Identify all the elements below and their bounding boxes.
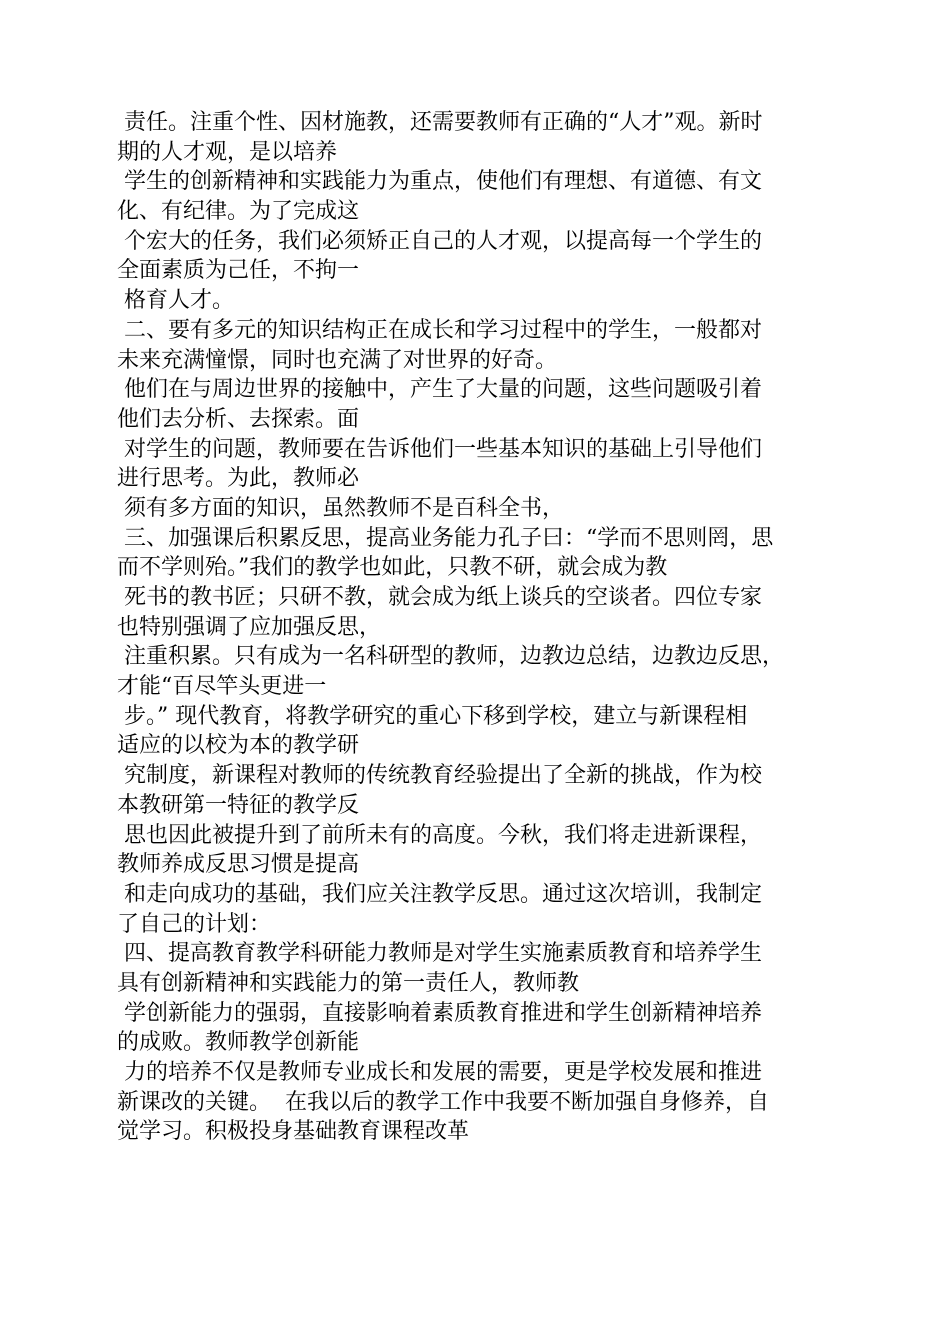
- text-line: 本教研第一特征的教学反: [117, 792, 360, 818]
- text-line: 新课改的关键。 在我以后的教学工作中我要不断加强自身修养，自: [117, 1089, 769, 1115]
- text-line: 期的人才观，是以培养: [117, 139, 338, 165]
- text-line: 他们去分析、去探索。面: [117, 406, 360, 432]
- text-line: 进行思考。为此，教师必: [117, 466, 360, 492]
- body-text: [117, 108, 857, 1147]
- text-line: 学创新能力的强弱，直接影响着素质教育推进和学生创新精神培养: [117, 1000, 762, 1026]
- text-line: 四、提高教育教学科研能力教师是对学生实施素质教育和培养学生: [117, 941, 762, 967]
- text-line: 个宏大的任务，我们必须矫正自己的人才观，以提高每一个学生的: [117, 228, 762, 254]
- text-line: 未来充满憧憬，同时也充满了对世界的好奇。: [117, 347, 558, 373]
- text-line: 觉学习。积极投身基础教育课程改革: [117, 1119, 470, 1145]
- text-line: 二、要有多元的知识结构正在成长和学习过程中的学生，一般都对: [117, 317, 762, 343]
- text-line: 才能“百尽竿头更进一: [117, 674, 327, 700]
- text-line: 力的培养不仅是教师专业成长和发展的需要，更是学校发展和推进: [117, 1060, 762, 1085]
- text-line: 注重积累。只有成为一名科研型的教师，边教边总结，边教边反思，: [117, 644, 784, 670]
- text-line: 死书的教书匠；只研不教，就会成为纸上谈兵的空谈者。四位专家: [117, 585, 762, 610]
- text-line: 责任。注重个性、因材施教，还需要教师有正确的“人才”观。新时: [117, 110, 763, 135]
- text-line: 教师养成反思习惯是提高: [117, 852, 360, 878]
- text-line: 和走向成功的基础，我们应关注教学反思。通过这次培训，我制定: [117, 881, 762, 907]
- text-line: 的成败。教师教学创新能: [117, 1030, 360, 1056]
- text-line: 了自己的计划：: [117, 911, 272, 937]
- text-line: 也特别强调了应加强反思，: [117, 614, 382, 640]
- text-line: 他们在与周边世界的接触中，产生了大量的问题，这些问题吸引着: [117, 377, 762, 403]
- text-line: 三、加强课后积累反思，提高业务能力孔子曰：“学而不思则罔，思: [117, 525, 774, 551]
- text-line: 步。” 现代教育，将教学研究的重心下移到学校，建立与新课程相: [117, 703, 748, 729]
- text-line: 究制度，新课程对教师的传统教育经验提出了全新的挑战，作为校: [117, 763, 762, 789]
- text-line: 须有多方面的知识，虽然教师不是百科全书，: [117, 495, 564, 521]
- text-line: 对学生的问题，教师要在告诉他们一些基本知识的基础上引导他们: [117, 436, 762, 462]
- text-line: 思也因此被提升到了前所未有的高度。今秋，我们将走进新课程，: [117, 822, 762, 848]
- text-line: 全面素质为己任，不拘一: [117, 258, 360, 284]
- text-line: 格育人才。: [117, 288, 234, 314]
- text-line: 而不学则殆。”我们的教学也如此，只教不研，就会成为教: [117, 555, 668, 581]
- text-line: 化、有纪律。为了完成这: [117, 199, 360, 225]
- text-line: 适应的以校为本的教学研: [117, 733, 360, 759]
- text-line: 学生的创新精神和实践能力为重点，使他们有理想、有道德、有文: [117, 169, 762, 195]
- text-line: 具有创新精神和实践能力的第一责任人，教师教: [117, 970, 580, 996]
